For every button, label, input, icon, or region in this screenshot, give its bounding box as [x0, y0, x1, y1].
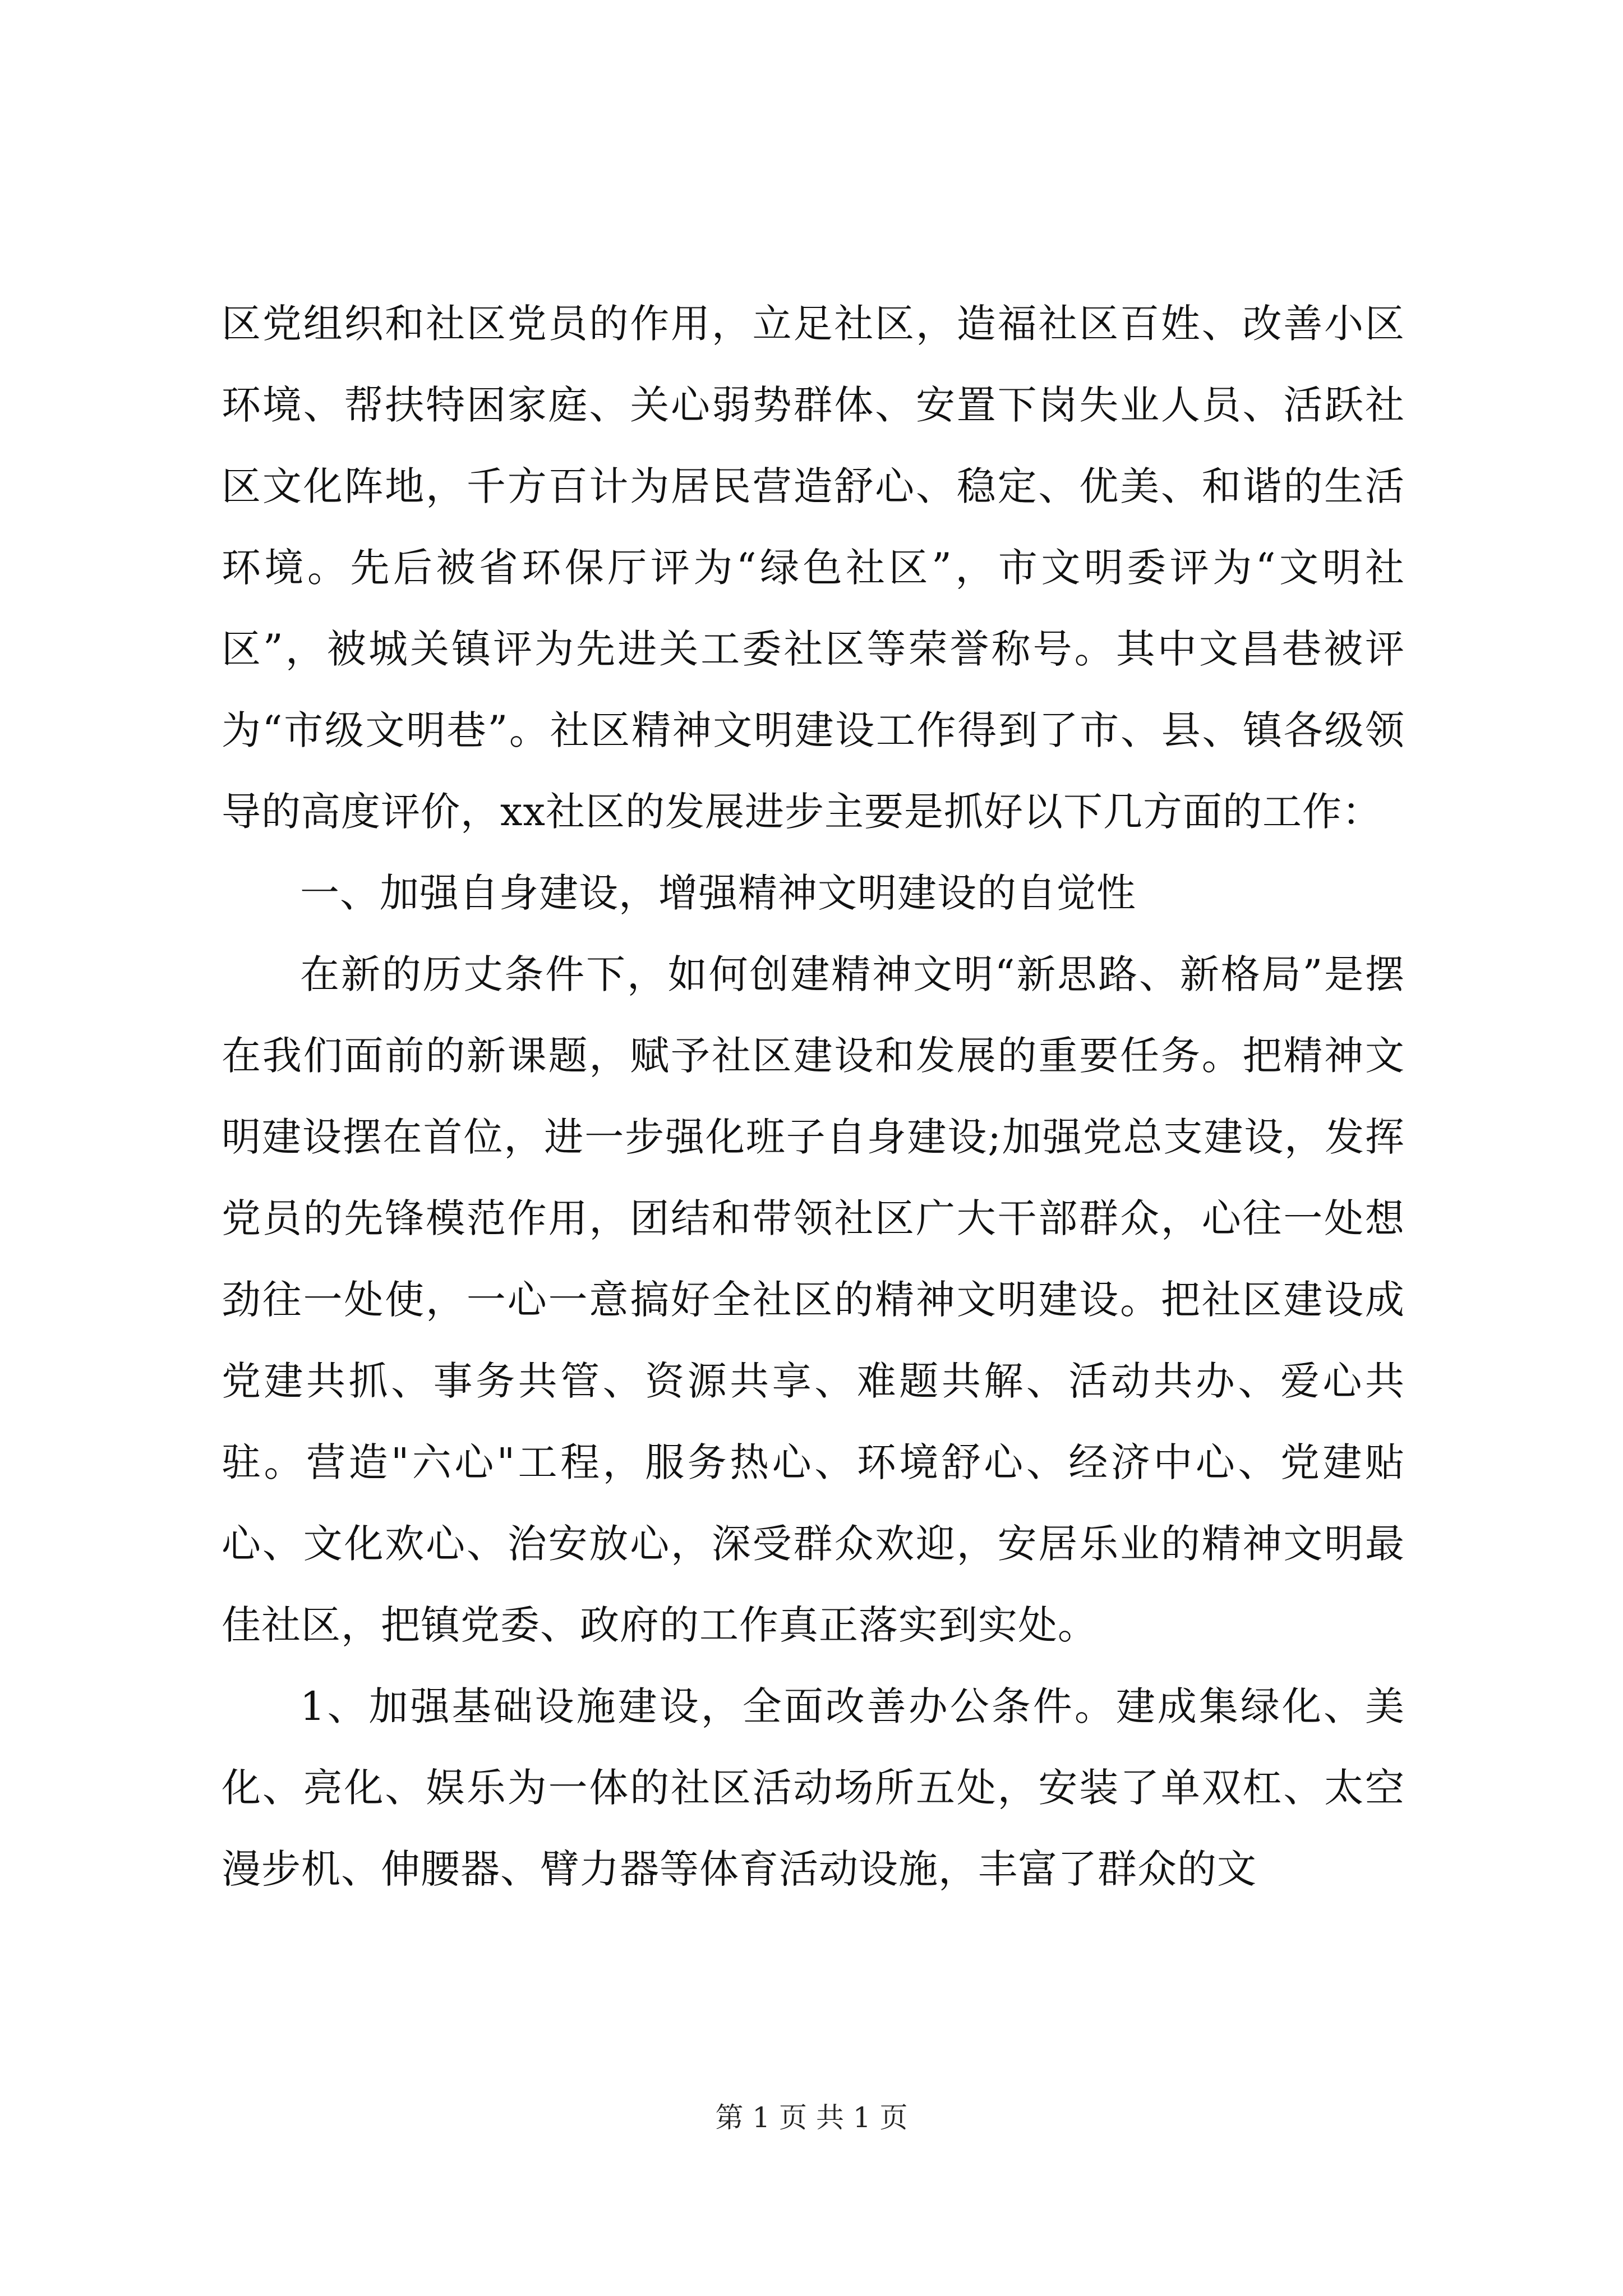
section-heading: 一、加强自身建设，增强精神文明建设的自觉性 — [300, 870, 1136, 916]
paragraph: 在新的历丈条件下，如何创建精神文明“新思路、新格局”是摆在我们面前的新课题，赋予社区建设和发展的重要任务。把精神文明建设摆在首位，进一步强化班子自身建设;加强党总支建设，发挥党员的先锋模范作用，团结和带领社区广大干部群众，心往一处想劲往一处使，一心一意搞好全社区的精神文明建设。把社区建设成党建共抓、事务共管、资源共享、难题共解、活动共办、爱心共驻。营造"六心"工程，服务热心、环境舒心、经济中心、党建贴心、文化欢心、治安放心，深受群众欢迎，安居乐业的精神文明最佳社区，把镇党委、政府的工作真正落实到实处。 — [222, 951, 1405, 1648]
page-footer: 第 1 页 共 1 页 — [715, 2101, 908, 2134]
paragraph: 1、加强基础设施建设，全面改善办公条件。建成集绿化、美化、亮化、娱乐为一体的社区活动场所五处，安装了单双杠、太空漫步机、伸腰器、臂力器等体育活动设施，丰富了群众的文 — [222, 1683, 1405, 1892]
paragraph-continued: 区党组织和社区党员的作用，立足社区，造福社区百姓、改善小区环境、帮扶特困家庭、关心弱势群体、安置下岗失业人员、活跃社区文化阵地，千方百计为居民营造舒心、稳定、优美、和谐的生活环境。先后被省环保厅评为“绿色社区”，市文明委评为“文明社区”，被城关镇评为先进关工委社区等荣誉称号。其中文昌巷被评为“市级文明巷”。社区精神文明建设工作得到了市、县、镇各级领导的高度评价，xx社区的发展进步主要是抓好以下几方面的工作： — [222, 301, 1405, 835]
document-body — [222, 283, 1405, 1910]
